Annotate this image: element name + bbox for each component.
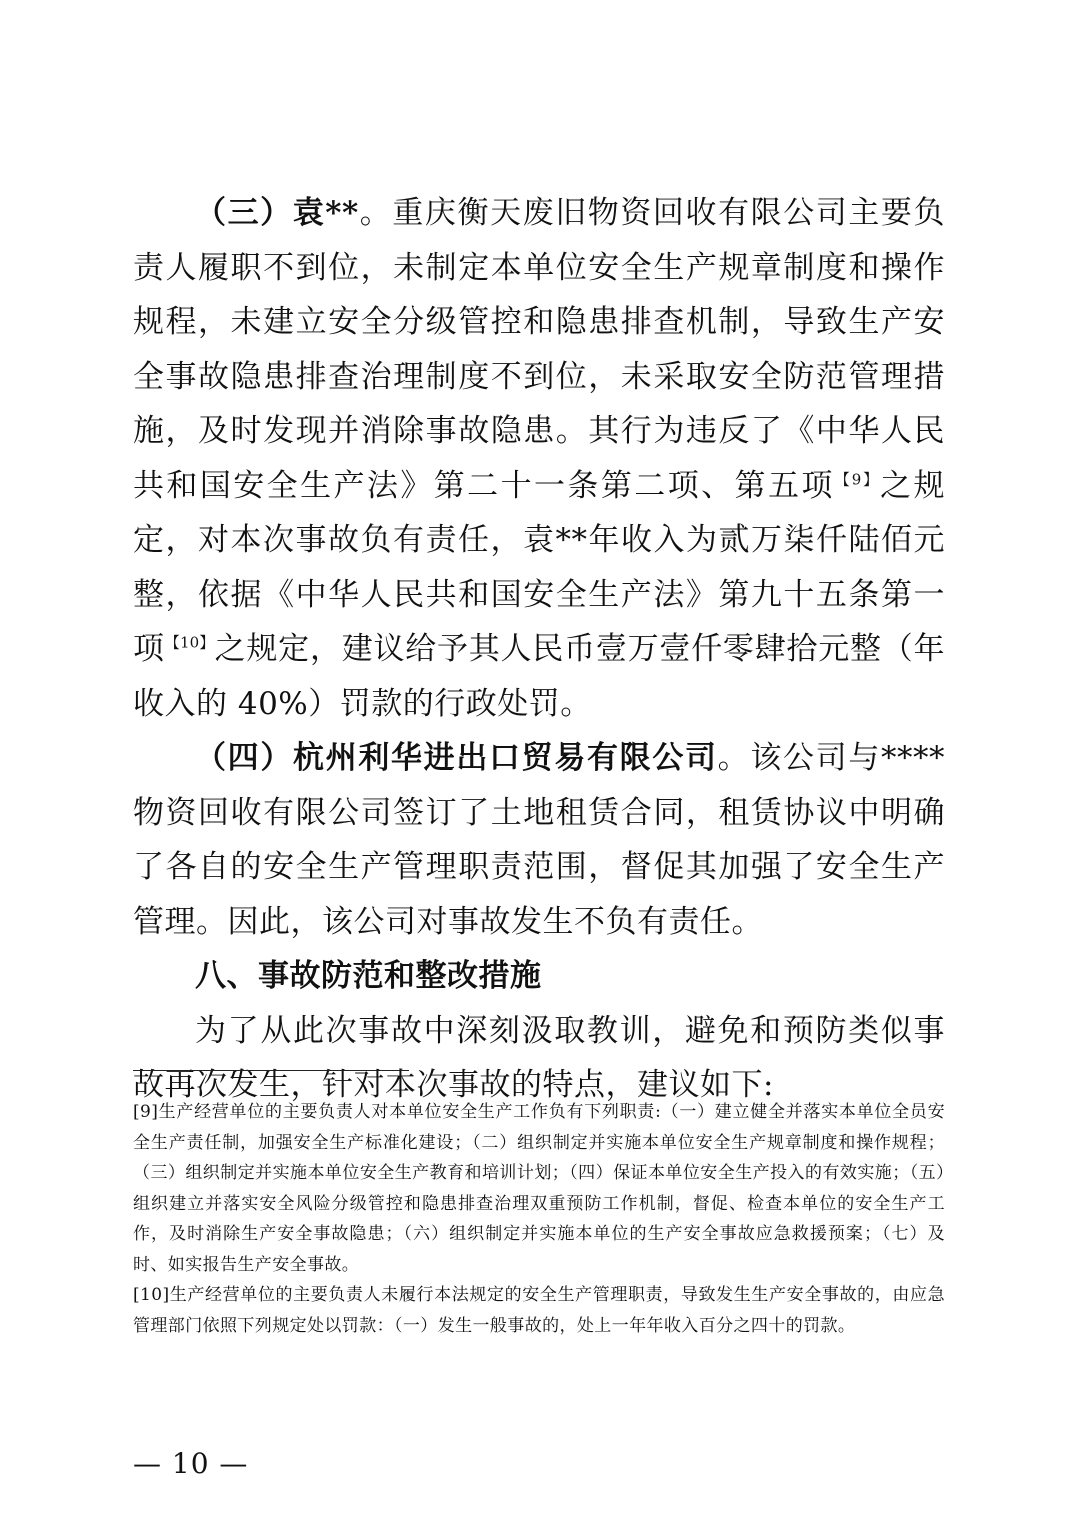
footnote-ref-9[interactable]: 【9】: [834, 470, 881, 489]
paragraph-text: 。重庆衡天废旧物资回收有限公司主要负责人履职不到位，未制定本单位安全生产规章制度和操作规程，未建立安全分级管控和隐患排查机制，导致生产安全事故隐患排查治理制度不到位，未采取安全防范管理措施，及时发现并消除事故隐患。其行为违反了《中华人民共和国安全生产法》第二十一条第二项、第五项: [133, 195, 945, 504]
paragraph-intro: 为了从此次事故中深刻汲取教训，避免和预防类似事故再次发生，针对本次事故的特点，建议如下:: [133, 1012, 945, 1103]
paragraph-lead: （三）袁**: [195, 195, 359, 231]
footnote-10: [10]生产经营单位的主要负责人未履行本法规定的安全生产管理职责，导致发生生产安全事故的，由应急管理部门依照下列规定处以罚款：（一）发生一般事故的，处上一年年收入百分之四十的罚款。: [133, 1285, 945, 1336]
paragraph-yuan: [133, 186, 945, 731]
paragraph-text: 之规定，建议给予其人民币壹万壹仟零肆拾元整（年收入的 40%）罚款的行政处罚。: [133, 631, 945, 722]
footnotes: [133, 1097, 945, 1341]
section-heading: 八、事故防范和整改措施: [195, 958, 542, 994]
page-number: — 10 —: [133, 1447, 249, 1480]
footnote-9: [9]生产经营单位的主要负责人对本单位安全生产工作负有下列职责:（一）建立健全并落实本单位全员安全生产责任制，加强安全生产标准化建设；（二）组织制定并实施本单位安全生产规章制度和操作规程；（三）组织制定并实施本单位安全生产教育和培训计划；（四）保证本单位安全生产投入的有效实施；（五）组织建立并落实安全风险分级管控和隐患排查治理双重预防工作机制，督促、检查本单位的安全生产工作，及时消除生产安全事故隐患；（六）组织制定并实施本单位的生产安全事故应急救援预案；（七）及时、如实报告生产安全事故。: [133, 1102, 945, 1275]
paragraph-lead: （四）杭州利华进出口贸易有限公司: [195, 740, 718, 776]
footnote-ref-10[interactable]: 【10】: [164, 633, 215, 652]
footnote-divider: [133, 1070, 409, 1071]
body-text: [133, 186, 945, 1113]
paragraph-text: 。该公司与****物资回收有限公司签订了土地租赁合同，租赁协议中明确了各自的安全生产管理职责范围，督促其加强了安全生产管理。因此，该公司对事故发生不负有责任。: [133, 740, 946, 940]
paragraph-text: 之规定，对本次事故负有责任，袁**年收入为贰万柒仟陆佰元整，依据《中华人民共和国安全生产法》第九十五条第一项: [133, 467, 946, 667]
paragraph-company: [133, 731, 945, 949]
